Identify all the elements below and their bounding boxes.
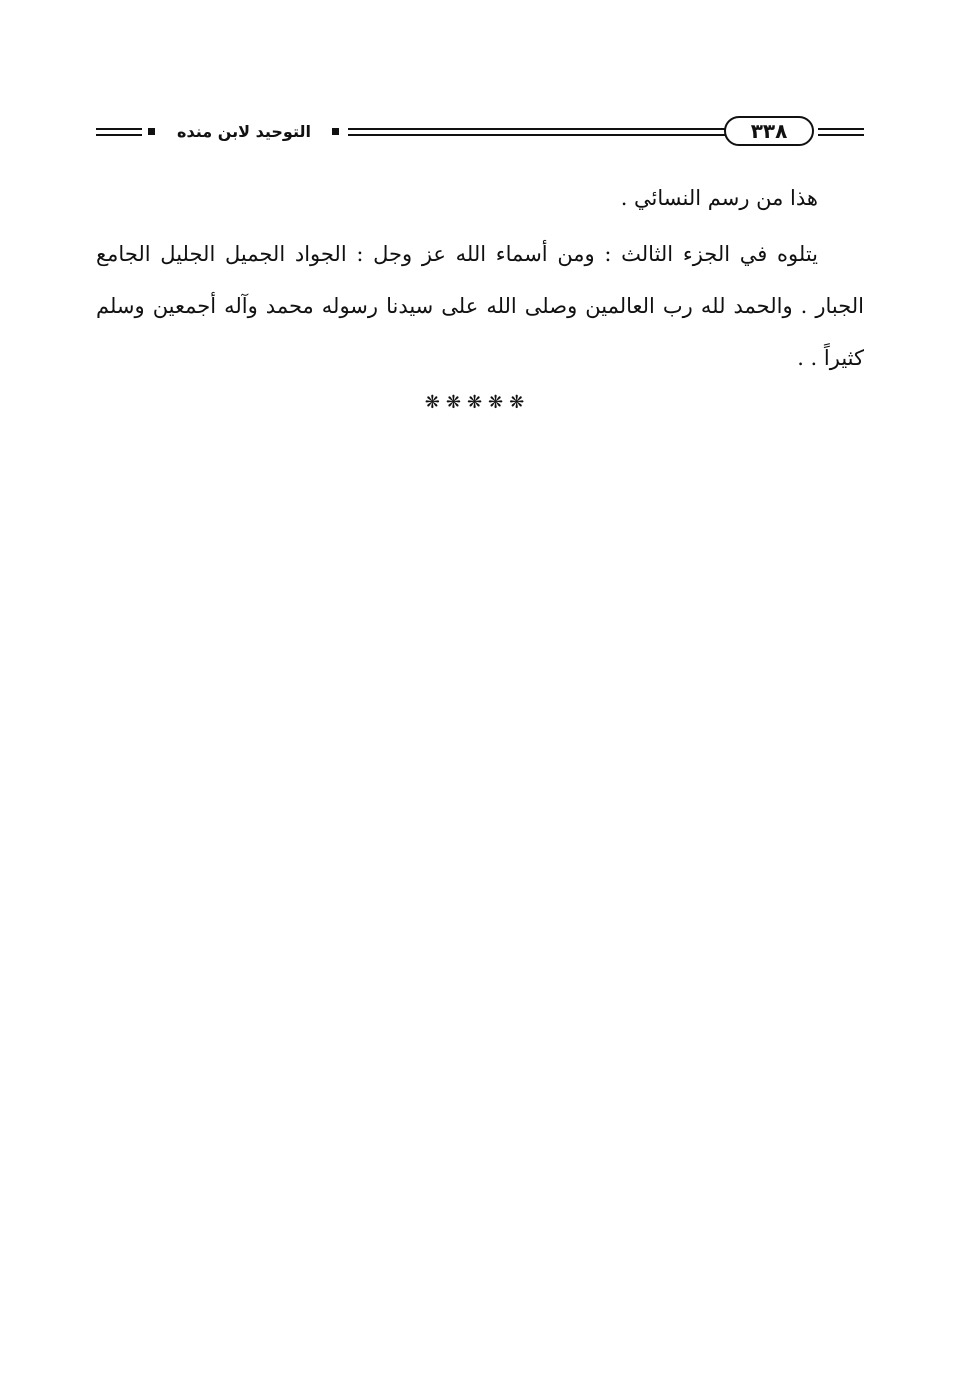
page-header	[96, 112, 864, 152]
header-rule-right	[818, 128, 864, 136]
paragraph: هذا من رسم النسائي .	[620, 186, 818, 210]
section-separator: ❋❋❋❋❋	[424, 392, 531, 413]
main-text	[96, 172, 864, 384]
header-square-ornament	[332, 128, 339, 135]
running-title: التوحيد لابن منده	[177, 122, 311, 141]
paragraph: يتلوه في الجزء الثالث : ومن أسماء الله عز وجل : الجواد الجميل الجليل الجامع الجبار . والحمد لله رب العالمين وصلى الله على سيدنا رسوله محمد وآله أجمعين وسلم كثيراً . .	[96, 242, 864, 370]
page-number: ٣٣٨	[724, 116, 814, 146]
header-square-ornament	[148, 128, 155, 135]
header-rule-left	[96, 128, 142, 136]
